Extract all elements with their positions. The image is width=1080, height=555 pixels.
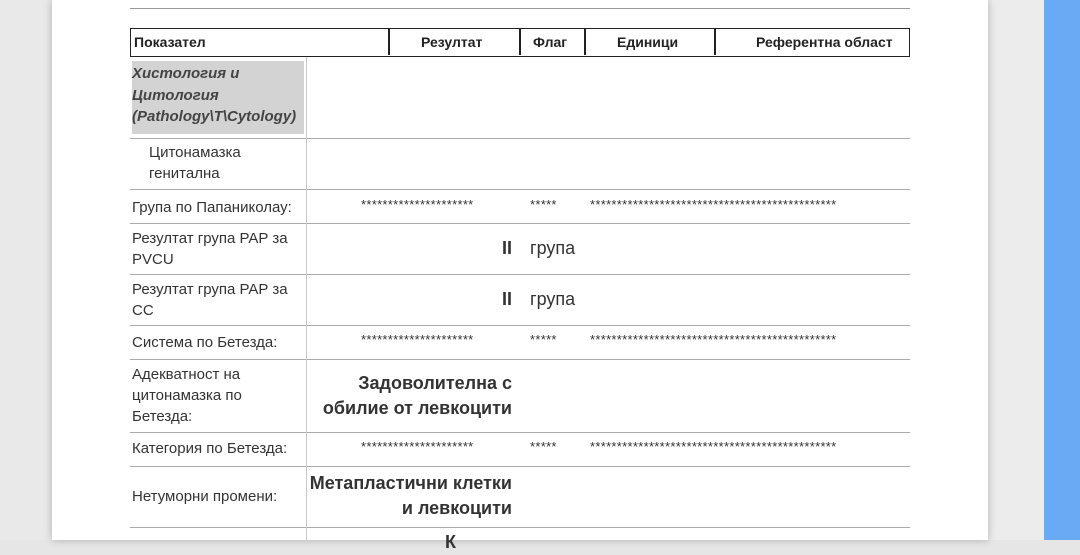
results-table-header (130, 28, 910, 57)
row-result: Задоволителна с обилие от левкоцити (322, 373, 512, 418)
header-flag: Флаг (533, 34, 568, 50)
row-label: Адекватност на цитонамазка по Бетезда: (132, 366, 242, 425)
row-result: Метапластични клетки и левкоцити (309, 473, 512, 518)
row-result: ********************* (361, 197, 474, 212)
row-label: Група по Папаниколау: (132, 199, 292, 216)
row-reference: ********************************************** (590, 332, 837, 347)
row-result: ********************* (361, 439, 474, 454)
header-indicator: Показател (134, 34, 206, 50)
document-page (52, 0, 988, 552)
row-result: ********************* (361, 332, 474, 347)
viewer-background-right (988, 0, 1044, 540)
scrollbar[interactable] (1044, 0, 1080, 540)
row-label: Резултат група PAP за PVCU (132, 230, 288, 268)
row-flag: ***** (530, 332, 557, 347)
column-divider (306, 57, 307, 540)
row-reference: ********************************************** (590, 439, 837, 454)
header-reference: Референтна област (756, 34, 893, 50)
row-result: II (501, 289, 512, 309)
row-label: Категория по Бетезда: (132, 440, 288, 457)
row-result: II (501, 238, 512, 258)
top-divider (130, 8, 910, 9)
row-flag: ***** (530, 197, 557, 212)
row-units: група (530, 289, 576, 309)
row-units: група (530, 238, 576, 258)
row-reference: ********************************************** (590, 197, 837, 212)
group-title: Хистология и Цитология (Pathology\T\Cytology) (132, 61, 304, 134)
row-label: Нетуморни промени: (132, 488, 278, 505)
row-flag: ***** (530, 439, 557, 454)
header-result: Резултат (421, 34, 483, 50)
header-units: Единици (617, 34, 679, 50)
viewer-background-left (0, 0, 52, 540)
subgroup-title: Цитонамазка генитална (149, 144, 241, 182)
row-label: Система по Бетезда: (132, 334, 278, 351)
cutoff-text: К (445, 532, 456, 552)
row-label: Резултат група PAP за CC (132, 281, 288, 319)
